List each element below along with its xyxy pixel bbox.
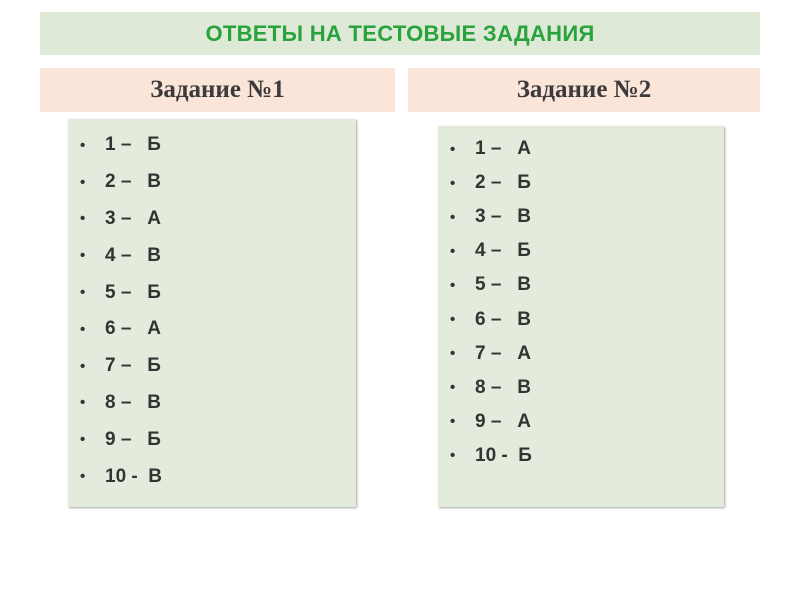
list-item (438, 302, 724, 336)
page-title: ОТВЕТЫ НА ТЕСТОВЫЕ ЗАДАНИЯ (205, 20, 595, 46)
bullet-icon: • (80, 247, 86, 265)
bullet-icon: • (450, 208, 456, 226)
task2-header-label: Задание №2 (516, 76, 652, 103)
list-item (438, 268, 724, 302)
answer-text: 9 – А (475, 410, 531, 432)
answer-text: 2 – В (105, 171, 161, 193)
task1-header-label: Задание №1 (150, 76, 285, 103)
list-item (438, 234, 724, 268)
answer-text: 3 – В (475, 206, 531, 228)
answer-text: 8 – В (105, 391, 161, 413)
task1-answers-panel (68, 119, 356, 507)
bullet-icon: • (80, 210, 86, 228)
list-item (68, 458, 356, 495)
answer-text: 9 – Б (105, 428, 161, 450)
list-item (438, 132, 724, 166)
list-item (438, 200, 724, 234)
bullet-icon: • (450, 140, 456, 158)
answer-text: 10 - Б (475, 444, 532, 466)
bullet-icon: • (80, 136, 86, 154)
bullet-icon: • (450, 174, 456, 192)
answer-text: 10 - В (105, 465, 163, 487)
answer-text: 4 – В (105, 244, 161, 266)
bullet-icon: • (80, 320, 86, 338)
task2-answers-panel (438, 126, 724, 507)
list-item (438, 371, 724, 405)
list-item (438, 166, 724, 200)
list-item (68, 127, 356, 164)
answer-text: 4 – Б (475, 240, 531, 262)
task2-answer-list (438, 126, 724, 473)
bullet-icon: • (450, 447, 456, 465)
list-item (68, 201, 356, 238)
bullet-icon: • (80, 284, 86, 302)
list-item (68, 311, 356, 348)
task1-header (40, 68, 395, 112)
list-item (68, 237, 356, 274)
bullet-icon: • (80, 394, 86, 412)
bullet-icon: • (450, 242, 456, 260)
list-item (68, 421, 356, 458)
list-item (438, 439, 724, 473)
answer-text: 6 – В (475, 308, 531, 330)
list-item (438, 405, 724, 439)
bullet-icon: • (450, 311, 456, 329)
list-item (68, 164, 356, 201)
answer-text: 3 – А (105, 207, 161, 229)
answer-text: 7 – Б (105, 355, 161, 377)
bullet-icon: • (80, 173, 86, 191)
list-item (438, 337, 724, 371)
list-item (68, 274, 356, 311)
list-item (68, 348, 356, 385)
bullet-icon: • (80, 357, 86, 375)
bullet-icon: • (450, 345, 456, 363)
list-item (68, 385, 356, 422)
answer-text: 2 – Б (475, 172, 531, 194)
bullet-icon: • (80, 431, 86, 449)
answer-text: 1 – Б (105, 134, 161, 156)
answer-text: 1 – А (475, 138, 531, 160)
title-bar (40, 12, 760, 55)
answer-text: 7 – А (475, 342, 531, 364)
answer-text: 5 – В (475, 274, 531, 296)
answer-text: 5 – Б (105, 281, 161, 303)
answer-text: 6 – А (105, 318, 161, 340)
task2-header (408, 68, 760, 112)
answer-text: 8 – В (475, 376, 531, 398)
task1-answer-list (68, 119, 356, 495)
bullet-icon: • (80, 468, 86, 486)
bullet-icon: • (450, 276, 456, 294)
bullet-icon: • (450, 413, 456, 431)
bullet-icon: • (450, 379, 456, 397)
